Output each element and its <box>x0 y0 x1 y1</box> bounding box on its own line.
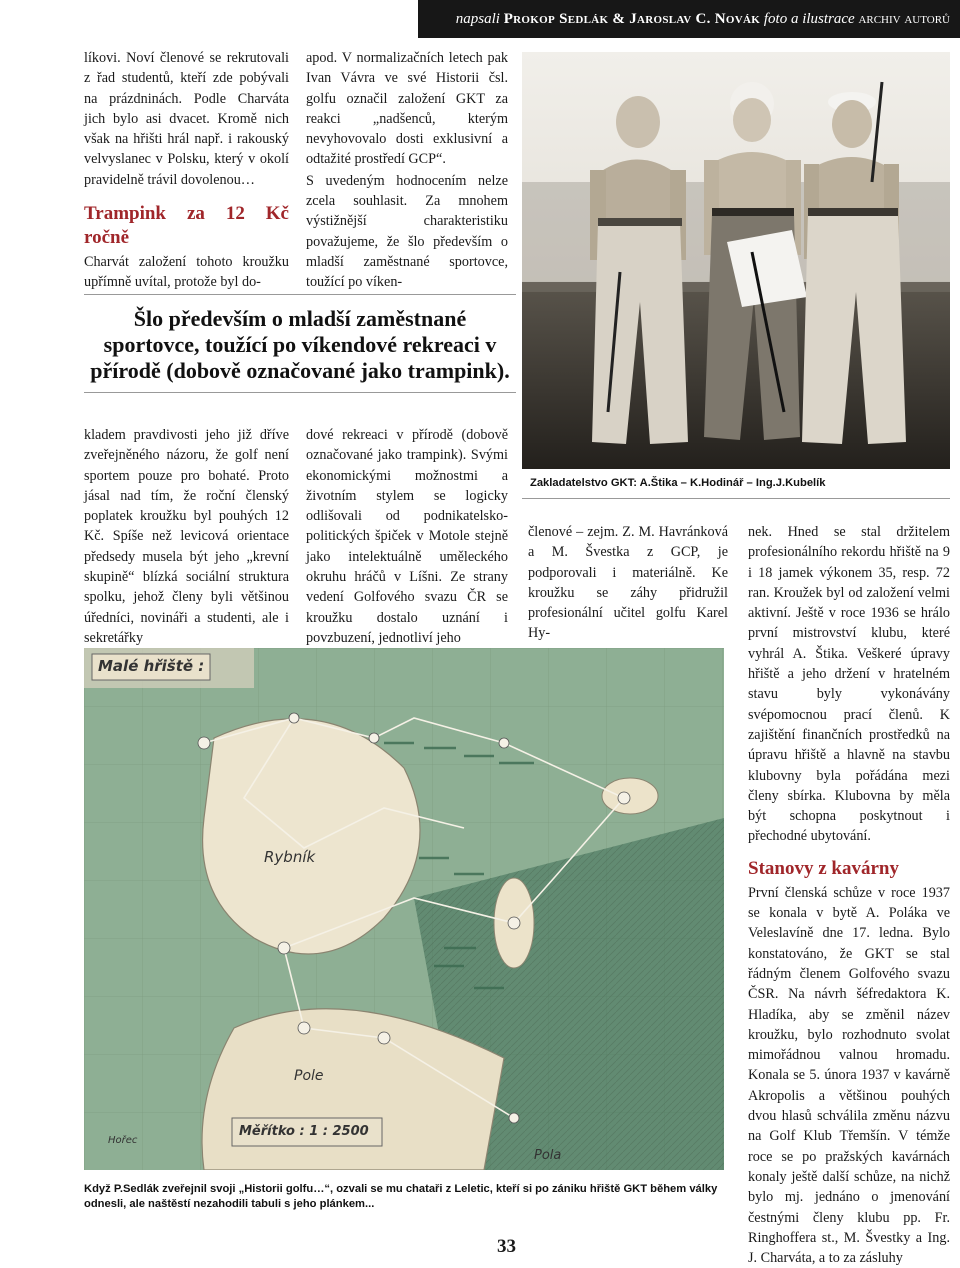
column-3 <box>528 522 728 644</box>
photo-caption: Zakladatelstvo GKT: A.Štika – K.Hodinář – Ing.J.Kubelík <box>530 477 826 489</box>
column-2-top <box>306 48 508 293</box>
header-prefix: napsali <box>455 11 500 27</box>
divider <box>84 294 516 295</box>
course-map <box>84 648 724 1170</box>
header-credit: archiv autorů <box>858 11 950 27</box>
column-4 <box>748 522 950 1268</box>
subheading-stanovy: Stanovy z kavárny <box>748 857 899 879</box>
divider <box>522 498 950 499</box>
paragraph: členové – zejm. Z. M. Havránková a M. Švestka z GCP, je podporovali i materiálně. Ke kroužku se záhy přidružil profesionální učitel golfu Karel Hy- <box>528 524 728 642</box>
map-corner-note: Hořec <box>108 1135 138 1146</box>
pull-quote: Šlo především o mladší zaměstnané sportovce, toužící po víkendové rekreaci v přírodě (dobově označované jako trampink). <box>90 306 510 383</box>
map-label-field-2: Pola <box>534 1148 562 1163</box>
photo-founders-illustration <box>522 52 950 469</box>
header-bar <box>418 0 960 38</box>
photo-founders <box>522 52 950 469</box>
map-caption: Když P.Sedlák zveřejnil svoji „Historii golfu…“, ozvali se mu chataři z Leletic, kteří si po zániku hřiště GKT během války odnesli, ale naštěstí nezahodili tabuli s jeho plánkem... <box>84 1183 718 1210</box>
page-number: 33 <box>497 1236 516 1257</box>
paragraph: dové rekreaci v přírodě (dobově označované jako trampink). Svými ekonomickými možnostmi a životním stylem se logicky odlišovali od podnikatelsko-politických špiček v Motole stejně jako intelektuálně uměleckého okruhu hráčů v Líšni. Ze strany vedení Golfového svazu ČR se kroužku dostalo uznání i povzbuzení, jednotliví jeho <box>306 427 508 646</box>
paragraph: apod. V normalizačních letech pak Ivan Vávra ve své Historii čsl. golfu označil založení GKT za reakci „nadšenců, kterým nevyhovovalo dosti exklusivní a odtažité prostředí GCP“. <box>306 50 508 168</box>
column-1-top <box>84 48 289 293</box>
paragraph: kladem pravdivosti jeho již dříve zveřejněného názoru, že golf není sportem pouze pro bohaté. Proto jásal nad tím, že roční členský poplatek kroužku byl pouhých 12 Kč. Spíše než levicová orientace předsedy musela být jeho „krevní skupině“ blízká sociální struktura spolku, jehož členy byli většinou úředníci, novináři a studenti, ale i sekretářky <box>84 427 289 646</box>
divider <box>84 392 516 393</box>
header-middle: foto a ilustrace <box>763 11 855 27</box>
paragraph: nek. Hned se stal držitelem profesionálního rekordu hřiště na 9 i 18 jamek výkonem 35, resp. 72 ran. Kroužek byl od založení velmi aktivní. Ještě v roce 1936 se hrálo první mistrovství klubu, které vyhrál A. Štika. Veškeré úpravy hřiště a jeho držení v hratelném stavu byly vykonávány svépomocnou prací členů. K zajištění finančních prostředků na úpravu hřiště a hlavně na stavbu klubovny byla pořádána mezi členy sbírka. Klubovna by měla být schopna poskytnout i přechodné ubytování. <box>748 524 950 845</box>
subheading-trampink: Trampink za 12 Kč ročně <box>84 203 289 249</box>
map-scale: Měřítko : 1 : 2500 <box>239 1124 369 1139</box>
column-1-bottom <box>84 425 289 648</box>
course-map-drawing <box>84 648 724 1170</box>
paragraph: První členská schůze v roce 1937 se konala v bytě A. Poláka ve Veleslavíně dne 17. ledna. Bylo konstatováno, že GKT se stal řádným členem Golfového svazu ČSR. Na návrh šéfredaktora K. Hladíka, aby se změnil název kroužku, bylo rozhodnuto svolat mimořádnou valnou hromadu. Konala se 5. února 1937 v kavárně Akropolis a většinou pouhých dvou hlasů schválila změnu názvu na Golf Klub Třemšín. V témže roce se po pražských kavárnách konaly ještě další schůze, na nichž bylo mj. jednáno o jmenování čestnými členy klubu pp. Fr. Ringhoffera st., M. Švestky a Ing. J. Charváta, a to za zásluhy <box>748 884 950 1267</box>
header-authors: Prokop Sedlák & Jaroslav C. Novák <box>503 11 761 27</box>
map-label-pond: Rybník <box>264 848 316 866</box>
map-label-field: Pole <box>294 1068 324 1084</box>
paragraph: Charvát založení tohoto kroužku upřímně uvítal, protože byl do- <box>84 254 289 291</box>
paragraph: líkovi. Noví členové se rekrutovali z řad studentů, kteří zde pobývali na prázdninách. Podle Charváta jich bylo asi dvacet. Kromě nich však na hřišti hrál např. i rakouský velvyslanec v Polsku, který v okolí pravidelně trávil dovolenou… <box>84 50 289 188</box>
map-title: Malé hřiště : <box>98 657 205 675</box>
column-2-bottom <box>306 425 508 648</box>
paragraph: S uvedeným hodnocením nelze zcela souhlasit. Za mnohem výstižnější charakteristiku považujeme, že šlo především o mladší zaměstnané sportovce, toužící po víken- <box>306 172 508 291</box>
